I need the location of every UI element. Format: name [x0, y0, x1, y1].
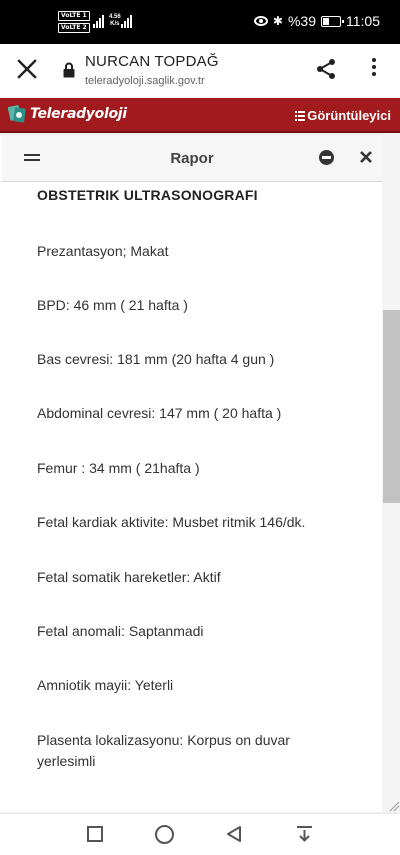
- network-speed-value: 4.56: [109, 14, 121, 20]
- sim2-volte-badge: VoLTE 2: [58, 23, 90, 33]
- report-line: Fetal anomali: Saptanmadi: [37, 623, 204, 639]
- lock-icon: [62, 62, 76, 78]
- volte-indicator: [58, 11, 90, 35]
- report-line: Prezantasyon; Makat: [37, 243, 169, 259]
- share-icon[interactable]: [314, 57, 338, 81]
- signal-strength-2-icon: [121, 14, 132, 28]
- url-host[interactable]: teleradyoloji.saglik.gov.tr: [85, 75, 205, 87]
- status-right: [254, 13, 380, 29]
- report-line: Amniotik mayii: Yeterli: [37, 677, 174, 693]
- network-speed: [109, 14, 121, 28]
- page-title[interactable]: NURCAN TOPDAĞ: [85, 53, 219, 70]
- logo-text: Teleradyoloji: [30, 106, 127, 122]
- clock: 11:05: [346, 13, 380, 29]
- report-line: Fetal somatik hareketler: Aktif: [37, 569, 221, 585]
- site-header: [0, 98, 400, 133]
- signal-strength-icon: [93, 14, 104, 28]
- report-panel: [0, 136, 382, 812]
- panel-title: Rapor: [170, 150, 214, 167]
- system-nav-bar: [0, 813, 400, 855]
- battery-icon: [321, 16, 341, 27]
- close-panel-icon[interactable]: [359, 150, 373, 164]
- report-line: Bas cevresi: 181 mm (20 hafta 4 gun ): [37, 351, 275, 367]
- scrollbar-thumb[interactable]: [383, 310, 400, 503]
- close-icon[interactable]: [16, 58, 38, 80]
- battery-percent: %39: [287, 13, 316, 29]
- viewer-button[interactable]: [295, 108, 391, 123]
- site-logo[interactable]: [8, 103, 127, 125]
- teleradyoloji-logo-icon: [8, 103, 28, 125]
- report-line: Fetal kardiak aktivite: Musbet ritmik 146/dk.: [37, 514, 306, 530]
- report-line: Femur : 34 mm ( 21hafta ): [37, 460, 200, 476]
- list-icon: [295, 111, 305, 121]
- notification-pull-icon[interactable]: [296, 825, 313, 843]
- minimize-icon[interactable]: [319, 150, 334, 165]
- sim1-volte-badge: VoLTE 1: [58, 11, 90, 21]
- report-line: Plasenta lokalizasyonu: Korpus on duvar yerlesimli: [37, 732, 290, 769]
- report-line: BPD: 46 mm ( 21 hafta ): [37, 297, 188, 313]
- viewer-button-label: Görüntüleyici: [307, 108, 391, 123]
- report-heading: OBSTETRIK ULTRASONOGRAFI: [37, 187, 258, 203]
- browser-toolbar: [0, 44, 400, 98]
- back-triangle-icon[interactable]: [226, 825, 242, 843]
- recents-square-icon[interactable]: [87, 826, 103, 842]
- resize-grip-icon[interactable]: [388, 798, 400, 812]
- report-line: Abdominal cevresi: 147 mm ( 20 hafta ): [37, 405, 282, 421]
- bluetooth-icon: ✱: [272, 14, 283, 28]
- eye-comfort-icon: [254, 16, 268, 26]
- network-speed-unit: K/s: [110, 21, 120, 27]
- panel-header: [2, 136, 382, 182]
- status-bar: [0, 0, 400, 44]
- more-vert-icon[interactable]: [367, 58, 381, 82]
- home-circle-icon[interactable]: [155, 825, 174, 844]
